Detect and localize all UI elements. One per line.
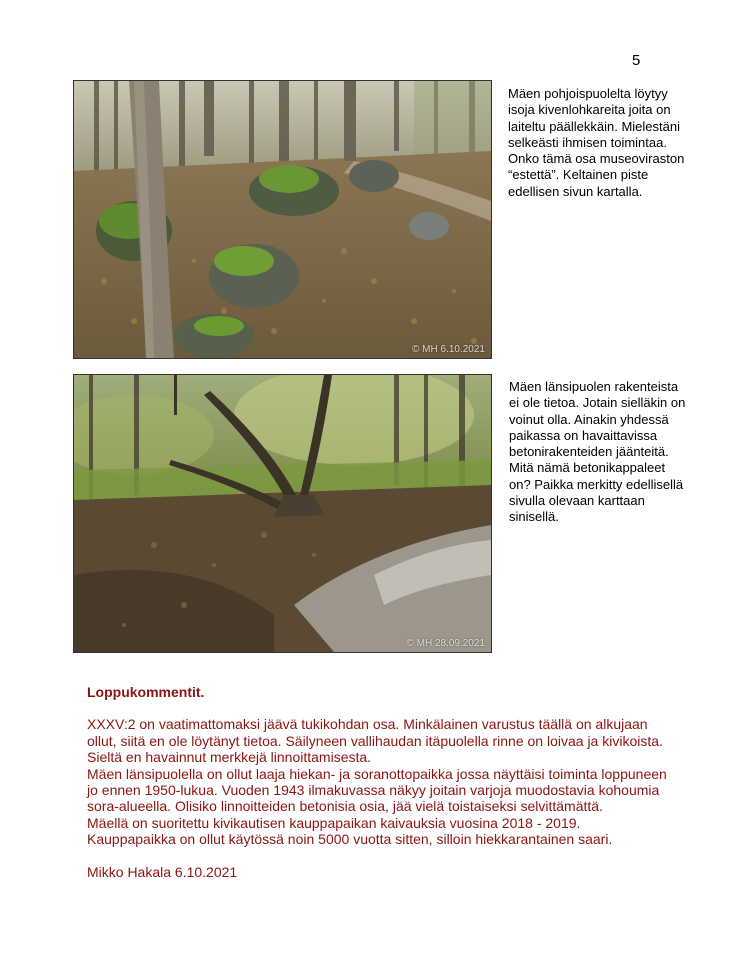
photo2-caption xyxy=(509,379,709,526)
caption-line: sinisellä. xyxy=(509,509,559,525)
closing-comments xyxy=(87,684,727,880)
closing-line: Kauppapaikka on ollut käytössä noin 5000 vuotta sitten, silloin hiekkarantainen saari. xyxy=(87,831,613,848)
caption-line: edellisen sivun kartalla. xyxy=(508,183,643,199)
caption-line: “estettä”. Keltainen piste xyxy=(508,167,649,183)
closing-line: Mäen länsipuolella on ollut laaja hiekan- ja soranottopaikka jossa näyttäisi toiminta loppuneen xyxy=(87,765,667,782)
western-slope-photo xyxy=(73,374,492,653)
closing-paragraph xyxy=(87,716,727,847)
caption-line: Mäen länsipuolen rakenteista xyxy=(509,379,679,394)
caption-line: isoja kivenlohkareita joita on xyxy=(508,102,671,118)
caption-line: sivulla olevaan karttaan xyxy=(509,493,645,509)
caption-line: selkeästi ihmisen toimintaa. xyxy=(508,134,667,150)
closing-line: ollut, siitä en ole löytänyt tietoa. Säilyneen vallihaudan itäpuolella rinne on loivaa ja kivikoista. xyxy=(87,732,663,749)
closing-line: jo ennen 1950-lukua. Vuoden 1943 ilmakuvassa näkyy joitain varjoja muodostavia kohoumia xyxy=(87,782,660,799)
caption-line: Mitä nämä betonikappaleet xyxy=(509,460,666,476)
caption-line: on? Paikka merkitty edellisellä xyxy=(509,476,684,492)
caption-line: voinut olla. Ainakin yhdessä xyxy=(509,411,669,427)
photo1-caption xyxy=(508,86,708,200)
caption-line: betonirakenteiden jäänteitä. xyxy=(509,444,669,460)
caption-line: Onko tämä osa museoviraston xyxy=(508,151,685,167)
closing-line: XXXV:2 on vaatimattomaksi jäävä tukikohdan osa. Minkälainen varustus täällä on alkujaan xyxy=(87,716,648,733)
closing-line: Sieltä en havainnut merkkejä linnoittamisesta. xyxy=(87,749,372,766)
closing-line: sora-alueella. Olisiko linnoitteiden betonisia osia, jää vielä toistaiseksi selvittämättä. xyxy=(87,798,603,815)
closing-heading: Loppukommentit. xyxy=(87,684,205,700)
forest-boulders-photo xyxy=(73,80,492,359)
caption-line: laiteltu päällekkäin. Mielestäni xyxy=(508,118,680,134)
caption-line: paikassa on havaittavissa xyxy=(509,427,658,443)
photo-watermark: © MH 28.09.2021 xyxy=(406,638,485,649)
signature: Mikko Hakala 6.10.2021 xyxy=(87,863,238,880)
page-number: 5 xyxy=(632,52,641,69)
caption-line: Mäen pohjoispuolelta löytyy xyxy=(508,86,668,101)
photo-watermark: © MH 6.10.2021 xyxy=(412,344,485,355)
closing-line: Mäellä on suoritettu kivikautisen kauppapaikan kaivauksia vuosina 2018 - 2019. xyxy=(87,814,581,831)
caption-line: ei ole tietoa. Jotain sielläkin on xyxy=(509,395,686,411)
